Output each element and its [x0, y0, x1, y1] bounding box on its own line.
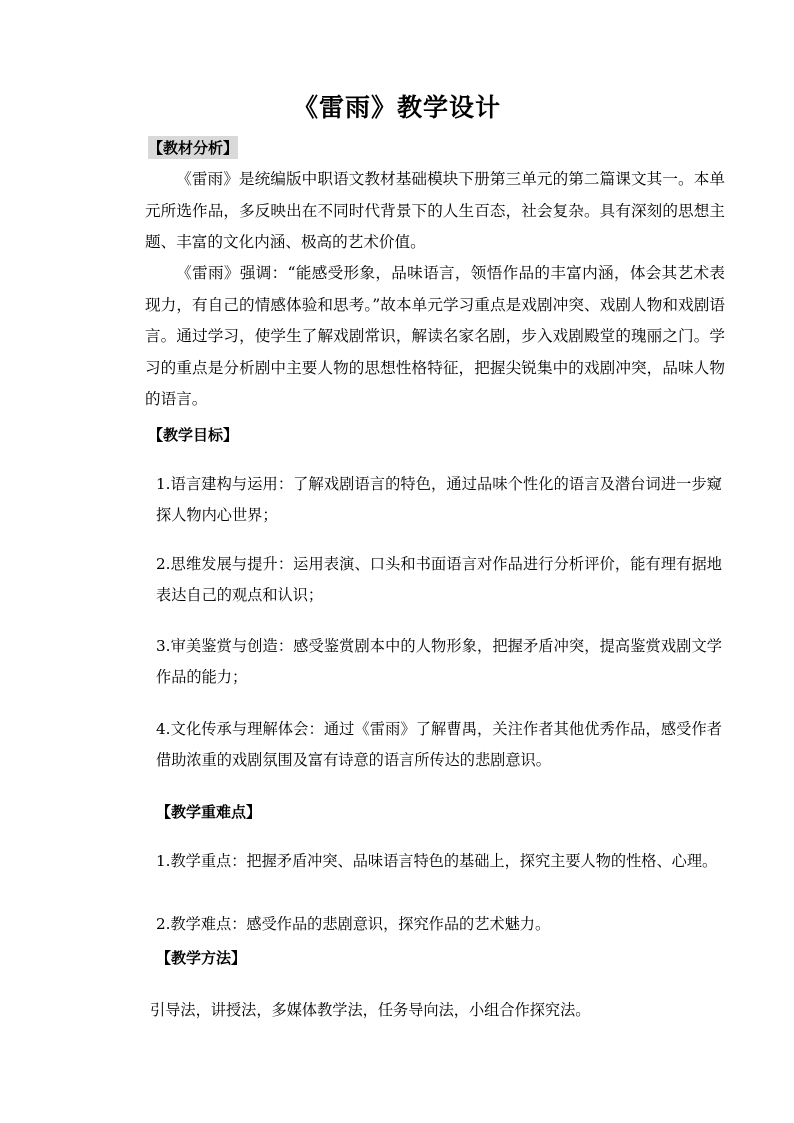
methods-text: 引导法，讲授法，多媒体教学法，任务导向法，小组合作探究法。 — [150, 1001, 591, 1019]
goal-item-2: 2.思维发展与提升：运用表演、口头和书面语言对作品进行分析评价，能有理有据地表达自己的观点和认识； — [156, 555, 722, 604]
document-title: 《雷雨》教学设计 — [292, 93, 501, 122]
analysis-paragraph-1: 《雷雨》是统编版中职语文教材基础模块下册第三单元的第二篇课文其一。本单元所选作品，多反映出在不同时代背景下的人生百态，社会复杂。具有深刻的思想主题、丰富的文化内涵、极高的艺术价值。 — [145, 170, 725, 251]
goal-item-4: 4.文化传承与理解体会：通过《雷雨》了解曹禺，关注作者其他优秀作品，感受作者借助浓重的戏剧氛围及富有诗意的语言所传达的悲剧意识。 — [156, 720, 722, 769]
section-heading-key-points: 【教学重难点】 — [156, 803, 262, 821]
key-point-item-1: 1.教学重点：把握矛盾冲突、品味语言特色的基础上，探究主要人物的性格、心理。 — [156, 852, 718, 870]
goal-item-1: 1.语言建构与运用：了解戏剧语言的特色，通过品味个性化的语言及潜台词进一步窥探人物内心世界； — [156, 475, 722, 524]
analysis-paragraph-2: 《雷雨》强调：“能感受形象，品味语言，领悟作品的丰富内涵，体会其艺术表现力，有自己的情感体验和思考。”故本单元学习重点是戏剧冲突、戏剧人物和戏剧语言。通过学习，使学生了解戏剧常识，解读名家名剧，步入戏剧殿堂的瑰丽之门。学习的重点是分析剧中主要人物的思想性格特征，把握尖锐集中的戏剧冲突，品味人物的语言。 — [145, 264, 725, 408]
section-heading-analysis: 【教材分析】 — [148, 136, 238, 159]
section-heading-methods: 【教学方法】 — [156, 949, 247, 967]
key-point-item-2: 2.教学难点：感受作品的悲剧意识，探究作品的艺术魅力。 — [156, 915, 551, 933]
goal-item-3: 3.审美鉴赏与创造：感受鉴赏剧本中的人物形象，把握矛盾冲突，提高鉴赏戏剧文学作品的能力； — [156, 637, 722, 686]
section-heading-goals: 【教学目标】 — [148, 426, 239, 444]
